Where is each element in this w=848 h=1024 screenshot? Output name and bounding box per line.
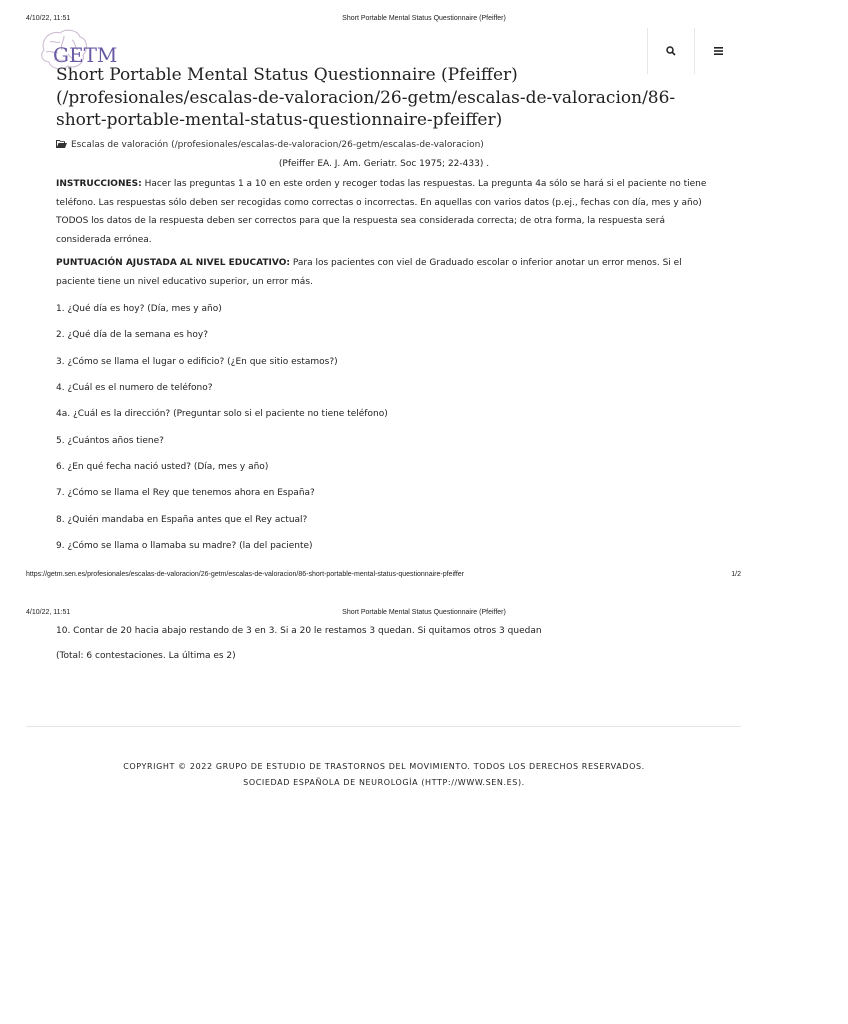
question-item: 3. ¿Cómo se llama el lugar o edificio? (¿En que sitio estamos?): [56, 357, 338, 367]
question-item: 4. ¿Cuál es el numero de teléfono?: [56, 383, 213, 393]
society-link[interactable]: SOCIEDAD ESPAÑOLA DE NEUROLOGÍA (HTTP://WWW.SEN.ES).: [243, 778, 525, 787]
question-item: 9. ¿Cómo se llama o llamaba su madre? (la del paciente): [56, 541, 313, 551]
print-header: [0, 12, 768, 26]
copyright-text: COPYRIGHT © 2022 GRUPO DE ESTUDIO DE TRASTORNOS DEL MOVIMIENTO. TODOS LOS DERECHOS RESERVADOS.: [123, 762, 645, 771]
print-date: 4/10/22, 11:51: [26, 609, 71, 616]
print-page-title: Short Portable Mental Status Questionnaire (Pfeiffer): [342, 15, 506, 22]
print-page-number: 1/2: [731, 571, 741, 578]
question-item: 6. ¿En qué fecha nació usted? (Día, mes y año): [56, 462, 269, 472]
question-item: 2. ¿Qué día de la semana es hoy?: [56, 330, 208, 340]
scoring-label: PUNTUACIÓN AJUSTADA AL NIVEL EDUCATIVO:: [56, 258, 290, 268]
total-note: (Total: 6 contestaciones. La última es 2): [56, 651, 236, 661]
print-date: 4/10/22, 11:51: [26, 15, 71, 22]
question-item: 8. ¿Quién mandaba en España antes que el Rey actual?: [56, 515, 308, 525]
folder-open-icon: [56, 140, 67, 151]
article-title[interactable]: Short Portable Mental Status Questionnaire (Pfeiffer) (/profesionales/escalas-de-valoracion/26-getm/escalas-de-valoracion/86-short-portable-mental-status-questionnaire-pfeiffer): [56, 65, 676, 130]
instructions-label: INSTRUCCIONES:: [56, 179, 142, 189]
instructions-text: Hacer las preguntas 1 a 10 en este orden y recoger todas las respuestas. La pregunta 4a sólo se hará si el paciente no tiene teléfono. Las respuestas sólo deben ser recogidas como correctas o incorrectas. En aquellas con varios datos (p.ej., fechas con día, mes y año) TODOS los datos de la respuesta deben ser correctos para que la respuesta sea considerada correcta; de otra forma, la respuesta será considerada errónea.: [56, 179, 707, 246]
instructions-paragraph: [56, 175, 716, 250]
print-page-title: Short Portable Mental Status Questionnaire (Pfeiffer): [342, 609, 506, 616]
scoring-paragraph: [56, 254, 716, 291]
menu-icon: [714, 47, 723, 55]
question-item: 7. ¿Cómo se llama el Rey que tenemos ahora en España?: [56, 488, 315, 498]
divider: [26, 726, 741, 727]
print-footer: [0, 568, 768, 582]
category-link[interactable]: [56, 140, 484, 151]
question-item: 4a. ¿Cuál es la dirección? (Preguntar solo si el paciente no tiene teléfono): [56, 409, 388, 419]
logo-text: GETM: [53, 43, 118, 67]
question-item: 10. Contar de 20 hacia abajo restando de 3 en 3. Si a 20 le restamos 3 quedan. Si quitamos otros 3 quedan: [56, 626, 542, 636]
question-item: 1. ¿Qué día es hoy? (Día, mes y año): [56, 304, 222, 314]
print-header: [0, 606, 768, 620]
category-text: Escalas de valoración (/profesionales/escalas-de-valoracion/26-getm/escalas-de-valoracion): [71, 140, 484, 150]
search-icon: [666, 46, 676, 56]
scoring-text: Para los pacientes con viel de Graduado escolar o inferior anotar un error menos. Si el paciente tiene un nivel educativo superior, un error más.: [56, 258, 682, 287]
print-url: https://getm.sen.es/profesionales/escalas-de-valoracion/26-getm/escalas-de-valoracion/86-short-portable-mental-status-questionnaire-pfeiffer: [26, 571, 464, 578]
question-item: 5. ¿Cuántos años tiene?: [56, 436, 164, 446]
reference: (Pfeiffer EA. J. Am. Geriatr. Soc 1975; 22-433) .: [278, 159, 490, 169]
